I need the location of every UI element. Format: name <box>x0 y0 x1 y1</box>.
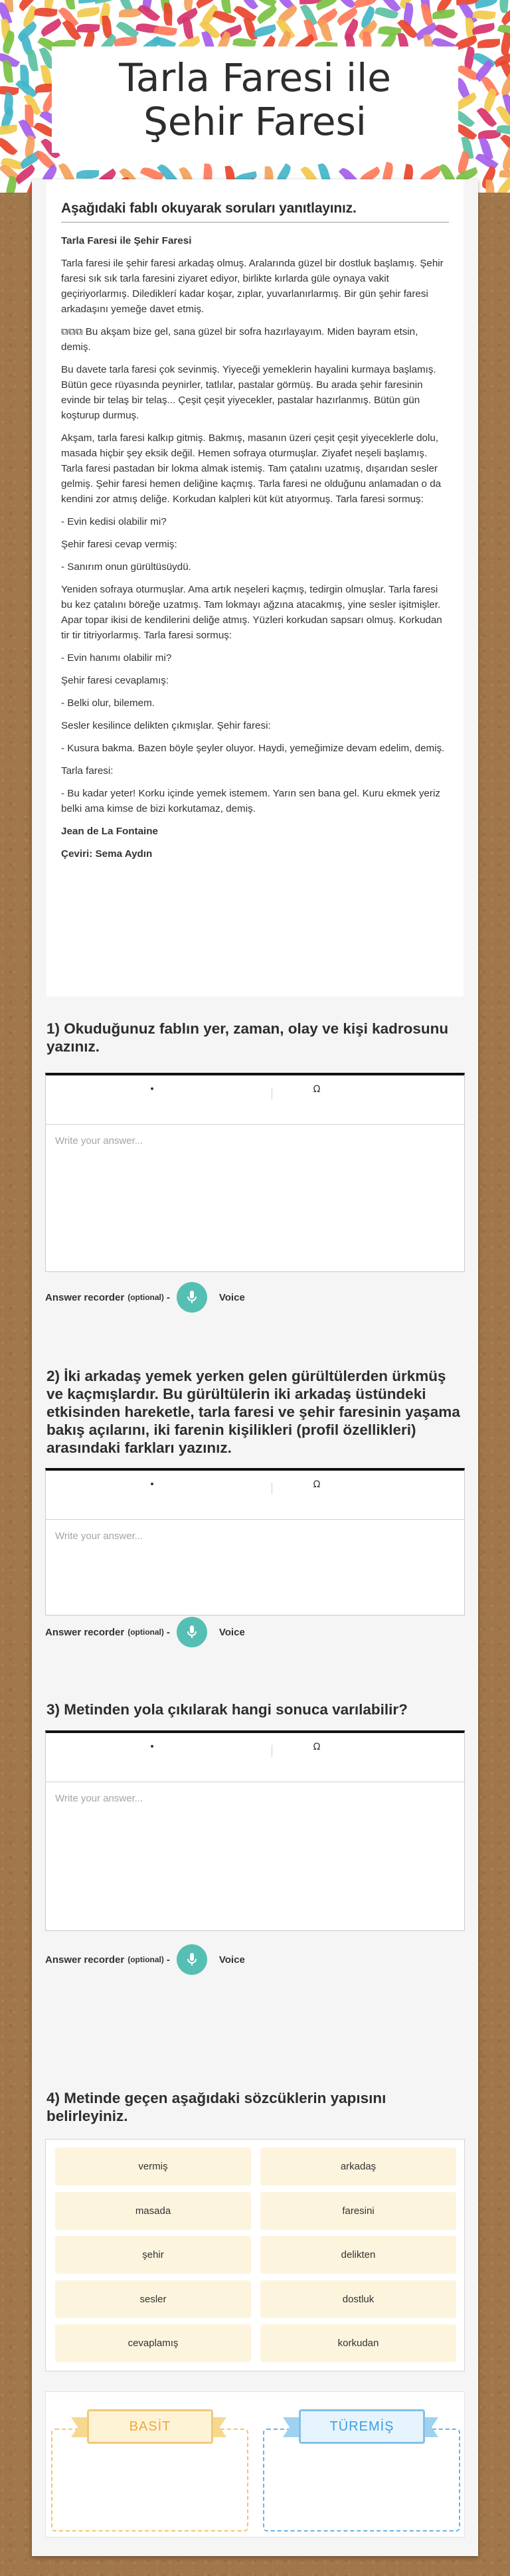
story-paragraph: ⧉⧉⧉ Bu akşam bize gel, sana güzel bir sofra hazırlayayım. Miden bayram etsin, demiş. <box>61 326 418 353</box>
leaf-shape <box>76 170 99 179</box>
leaf-shape <box>477 39 499 48</box>
recorder-dash: - <box>166 1626 170 1638</box>
microphone-icon <box>186 1290 198 1305</box>
answer-recorder <box>45 1281 377 1314</box>
word-chip[interactable]: masada <box>55 2192 251 2230</box>
story-paragraph: Şehir faresi cevap vermiş: <box>61 539 177 550</box>
special-character-icon[interactable]: Ω <box>313 1742 321 1752</box>
voice-label[interactable]: Voice <box>218 1291 245 1303</box>
story-paragraph: - Evin hanımı olabilir mi? <box>61 652 172 664</box>
leaf-shape <box>319 18 333 42</box>
word-chip[interactable]: şehir <box>55 2236 251 2274</box>
story-paragraph: Bu davete tarla faresi çok sevinmiş. Yiyeceği yemeklerin hayalini kurmaya başlamış. Bütün gece rüyasında peynirler, tatlılar, pastalar görmüş. Bu arada şehir faresinin evinde bir telaş bir telaş... Çeşit çeşit yiyecekler, pastalar hazırlanmış. Bütün gün koşturup durmuş. <box>61 364 436 421</box>
word-chip[interactable]: dostluk <box>260 2280 456 2318</box>
leaf-shape <box>499 74 510 98</box>
title-card <box>52 46 458 153</box>
bullet-list-icon[interactable]: • <box>149 1479 155 1490</box>
word-chip[interactable]: korkudan <box>260 2324 456 2362</box>
word-chip-grid <box>45 2139 465 2371</box>
answer-recorder <box>45 1943 377 1976</box>
leaf-shape <box>432 9 455 19</box>
basit-label: BASİT <box>87 2409 213 2444</box>
leaf-shape <box>114 37 137 46</box>
bullet-list-icon[interactable]: • <box>149 1084 155 1095</box>
word-chip[interactable]: cevaplamış <box>55 2324 251 2362</box>
question-1-title: 1) Okuduğunuz fablın yer, zaman, olay ve kişi kadrosunu yazınız. <box>46 1020 449 1055</box>
question-1-editor[interactable] <box>45 1073 465 1272</box>
leaf-shape <box>76 7 100 18</box>
header-banner <box>0 0 510 193</box>
story-paragraph: - Kusura bakma. Bazen böyle şeyler oluyor. Haydi, yemeğimize devam edelim, demiş. <box>61 743 445 754</box>
basit-drop-zone[interactable] <box>51 2429 248 2531</box>
leaf-shape <box>500 147 510 171</box>
leaf-shape <box>253 24 277 37</box>
leaf-shape <box>4 176 18 193</box>
story-paragraph: - Belki olur, bilemem. <box>61 697 155 709</box>
story-paragraph: Şehir faresi cevaplamış: <box>61 675 169 686</box>
microphone-icon <box>186 1952 198 1967</box>
recorder-dash: - <box>166 1954 170 1966</box>
leaf-shape <box>0 136 18 157</box>
leaf-shape <box>353 0 377 9</box>
turemis-label: TÜREMİŞ <box>299 2409 425 2444</box>
microphone-icon <box>186 1625 198 1639</box>
voice-label[interactable]: Voice <box>218 1954 245 1966</box>
word-chip[interactable]: arkadaş <box>260 2148 456 2185</box>
recorder-optional: (optional) <box>128 1627 164 1637</box>
editor-toolbar <box>46 1075 464 1125</box>
turemis-drop-zone[interactable] <box>263 2429 460 2531</box>
word-chip[interactable]: faresini <box>260 2192 456 2230</box>
story-translator: Çeviri: Sema Aydın <box>61 848 153 860</box>
sorting-area <box>45 2391 465 2537</box>
worksheet <box>32 179 478 2556</box>
recorder-label: Answer recorder <box>45 1291 125 1303</box>
story-paragraph: - Sanırım onun gürültüsüydü. <box>61 561 191 573</box>
leaf-shape <box>0 125 17 136</box>
answer-recorder <box>45 1615 377 1649</box>
microphone-button[interactable] <box>177 1282 207 1313</box>
special-character-icon[interactable]: Ω <box>313 1479 321 1490</box>
answer-input[interactable]: Write your answer... <box>55 1135 143 1147</box>
leaf-shape <box>153 25 177 37</box>
story-title: Tarla Faresi ile Şehir Faresi <box>61 235 192 246</box>
leaf-shape <box>27 48 39 72</box>
leaf-shape <box>39 19 63 37</box>
question-2-editor[interactable] <box>45 1468 465 1615</box>
microphone-button[interactable] <box>177 1944 207 1975</box>
leaf-shape <box>163 3 173 26</box>
word-chip[interactable]: delikten <box>260 2236 456 2274</box>
story-section <box>46 179 464 996</box>
story-paragraph: Akşam, tarla faresi kalkıp gitmiş. Bakmış, masanın üzeri çeşit çeşit yiyeceklerle dolu, masada hiçbir şey eksik değil. Hemen sofraya oturmuşlar. Ziyafet neşeli başlamış. Tarla faresi pastadan bir lokma almak istemiş. Tam çatalını uzatmış, dışarıdan sesler gelmiş. Şehir faresi hemen deliğine kaçmış. Tarla faresi ne olduğunu anlamadan o da kendini zor atmış deliğe. Korkudan kalpleri küt küt atıyormuş. Tarla faresi sormuş: <box>61 432 442 505</box>
recorder-optional: (optional) <box>128 1293 164 1302</box>
leaf-shape <box>499 33 510 56</box>
recorder-label: Answer recorder <box>45 1626 125 1638</box>
question-4-title: 4) Metinde geçen aşağıdaki sözcüklerin yapısını belirleyiniz. <box>46 2090 386 2124</box>
leaf-shape <box>485 179 494 193</box>
word-chip[interactable]: sesler <box>55 2280 251 2318</box>
story-paragraph: Sesler kesilince delikten çıkmışlar. Şehir faresi: <box>61 720 271 731</box>
editor-toolbar <box>46 1733 464 1782</box>
leaf-shape <box>34 7 57 18</box>
question-2-title: 2) İki arkadaş yemek yerken gelen gürültülerden ürkmüş ve kaçmışlardır. Bu gürültülerin iki arkadaş üstündeki etkisinden hareketle, tarla faresi ve şehir faresinin yaşama bakış açılarını, iki farenin kişilikleri (profil özellikleri) arasındaki farkları yazınız. <box>46 1368 460 1456</box>
recorder-label: Answer recorder <box>45 1954 125 1966</box>
bullet-list-icon[interactable]: • <box>149 1742 155 1752</box>
recorder-optional: (optional) <box>128 1955 164 1964</box>
microphone-button[interactable] <box>177 1617 207 1647</box>
story-paragraph: Yeniden sofraya oturmuşlar. Ama artık neşeleri kaçmış, tedirgin olmuşlar. Tarla faresi bu kez çatalını böreğe uzatmış. Tam lokmayı ağzına atacakmış, yine sesler işitmişler. Apar topar ikisi de kendilerini deliğe atmış. Yüzleri korkudan sapsarı olmuş. Korkudan tir tir titriyorlarmış. Tarla faresi sormuş: <box>61 584 442 641</box>
instruction-heading: Aşağıdaki fablı okuyarak soruları yanıtlayınız. <box>61 201 449 223</box>
answer-input[interactable]: Write your answer... <box>55 1530 143 1542</box>
question-3-title: 3) Metinden yola çıkılarak hangi sonuca varılabilir? <box>46 1701 408 1718</box>
voice-label[interactable]: Voice <box>218 1626 245 1638</box>
leaf-shape <box>183 17 194 40</box>
leaf-shape <box>495 177 510 193</box>
recorder-dash: - <box>166 1291 170 1303</box>
editor-toolbar <box>46 1471 464 1520</box>
story-paragraph: - Evin kedisi olabilir mi? <box>61 516 167 527</box>
leaf-shape <box>471 23 495 35</box>
story-paragraph: Tarla faresi: <box>61 765 114 777</box>
page-title: Tarla Faresi ile Şehir Faresi <box>119 55 391 144</box>
story-author: Jean de La Fontaine <box>61 826 159 837</box>
story-paragraph: - Bu kadar yeter! Korku içinde yemek istemem. Yarın sen bana gel. Kuru ekmek yeriz belki ama kimse de bizi korkutamaz, demiş. <box>61 788 440 814</box>
leaf-shape <box>474 0 498 9</box>
story-paragraph: Tarla faresi ile şehir faresi arkadaş olmuş. Aralarında güzel bir dostluk başlamış. Şehir faresi sık sık tarla faresini ziyaret ediyor, birlikte kırlarda güle oynaya vakit geçiriyorlarmış. Dilediklerí kadar koşar, zıplar, yuvarlanırlarmış. Bir gün şehir faresi arkadaşını yemeğe davet etmiş. <box>61 258 444 315</box>
special-character-icon[interactable]: Ω <box>313 1084 321 1095</box>
word-chip[interactable]: vermiş <box>55 2148 251 2185</box>
answer-input[interactable]: Write your answer... <box>55 1793 143 1804</box>
question-3-editor[interactable] <box>45 1730 465 1931</box>
